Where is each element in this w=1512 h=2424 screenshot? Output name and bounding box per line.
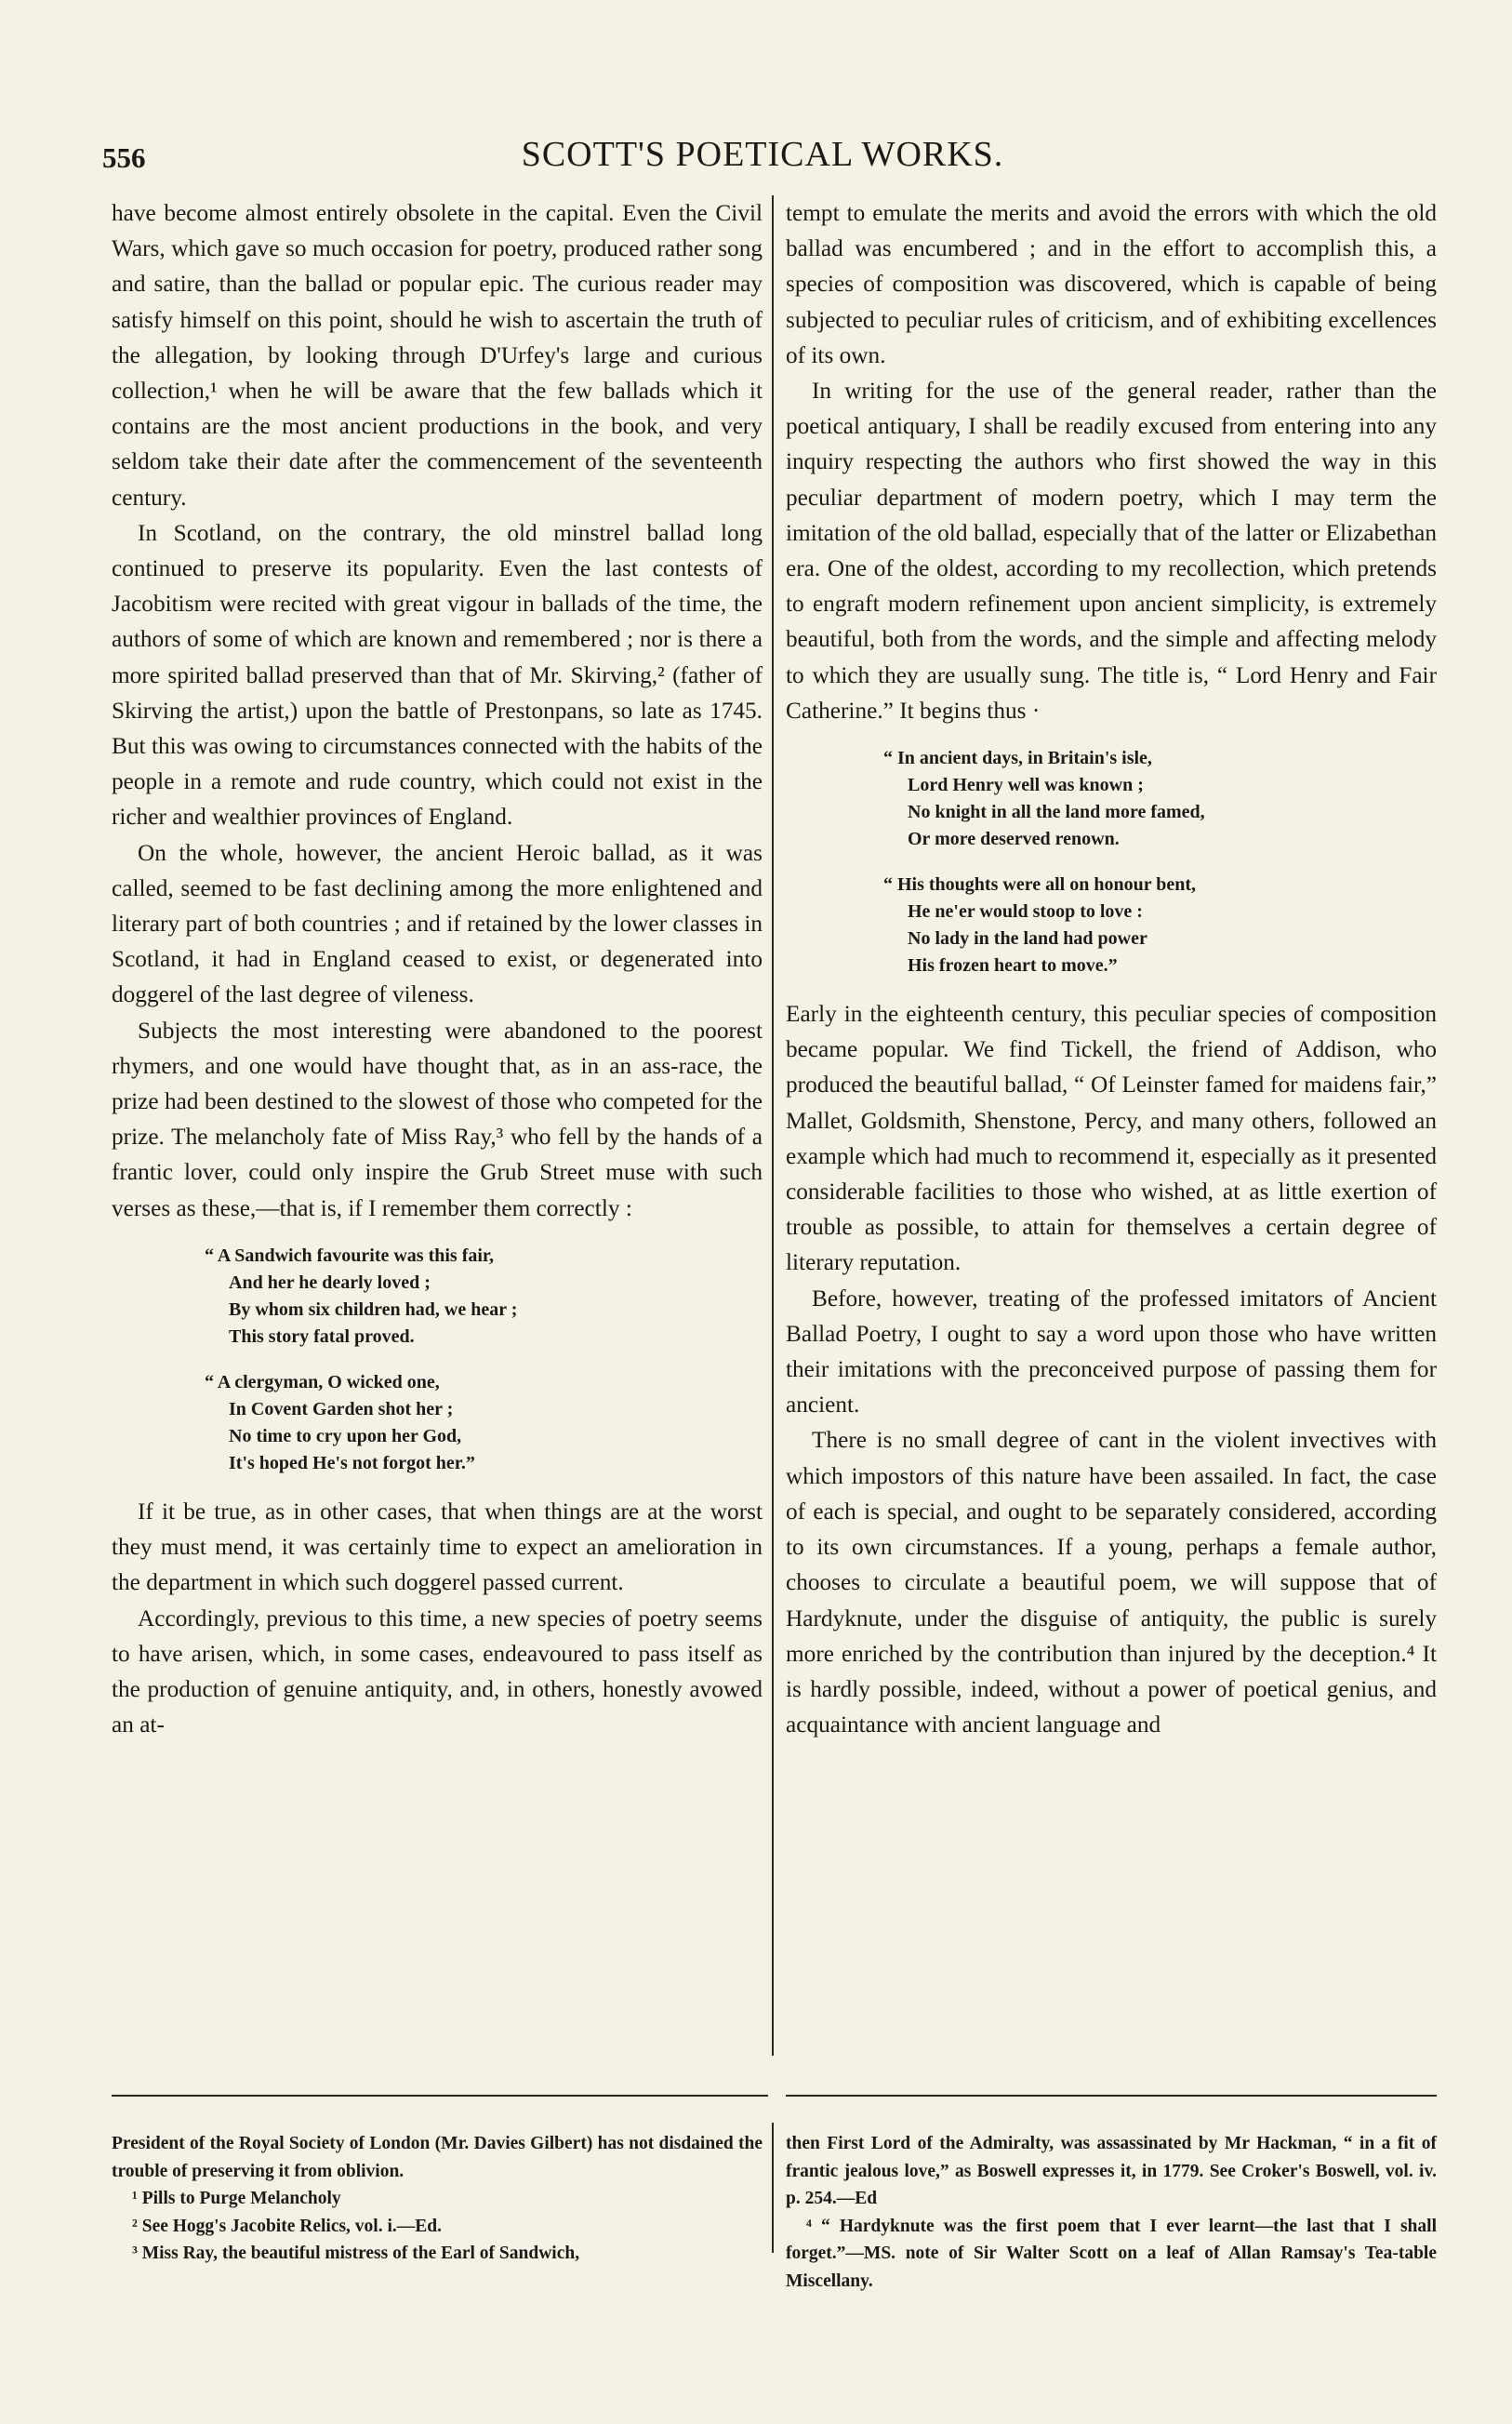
footnote-continuation: President of the Royal Society of London (Mr. Davies Gilbert) has not disdained the trouble of preserving it from oblivion.	[112, 2134, 763, 2181]
footnote-rule-right	[786, 2095, 1437, 2097]
verse-line: This story fatal proved.	[229, 1325, 415, 1347]
verse-line: Or more deserved renown.	[908, 829, 1120, 850]
right-verse-quote	[786, 745, 1437, 979]
verse-line: “ A Sandwich favourite was this fair,	[205, 1245, 494, 1266]
left-verse-quote	[112, 1243, 763, 1477]
left-paragraph-3: On the whole, however, the ancient Heroic ballad, as it was called, seemed to be fast declining among the more enlightened and literary part of both countries ; and if retained by the lower classes in Scotland, it had in England ceased to exist, or degenerated into doggerel of the last degree of vileness.	[112, 839, 763, 1008]
right-paragraph-4: Before, however, treating of the professed imitators of Ancient Ballad Poetry, I ought to say a word upon those who have written their imitations with the preconceived purpose of passing them for ancient.	[786, 1285, 1437, 1418]
verse-line: No knight in all the land more famed,	[908, 802, 1205, 823]
right-paragraph-1: tempt to emulate the merits and avoid the errors with which the old ballad was encumbered ; and in the effort to accomplish this, a species of composition was discovered, which is capable of being subjected to peculiar rules of criticism, and of exhibiting excellences of its own.	[786, 200, 1437, 368]
right-column	[786, 195, 1437, 1742]
left-paragraph-4: Subjects the most interesting were abandoned to the poorest rhymers, and one would have thought that, as in an ass-race, the prize had been destined to the slowest of those who competed for the prize. The melancholy fate of Miss Ray,³ who fell by the hands of a frantic lover, could only inspire the Grub Street muse with such verses as these,—that is, if I remember them correctly :	[112, 1017, 763, 1221]
page-number: 556	[102, 141, 146, 174]
footnotes-left	[112, 2130, 763, 2268]
footnote-rule-left	[112, 2095, 768, 2097]
right-paragraph-3: Early in the eighteenth century, this peculiar species of composition became popular. We find Tickell, the friend of Addison, who produced the beautiful ballad, “ Of Leinster famed for maidens fair,” Mallet, Goldsmith, Shenstone, Percy, and many others, followed an example which had much to recommend it, especially as it presented considerable facilities to those who wished, at as little exertion of trouble as possible, to attain for themselves a certain degree of literary reputation.	[786, 1001, 1437, 1276]
column-divider	[772, 195, 774, 2056]
left-paragraph-1: have become almost entirely obsolete in the capital. Even the Civil Wars, which gave so much occasion for poetry, produced rather song and satire, than the ballad or popular epic. The curious reader may satisfy himself on this point, should he wish to ascertain the truth of the allegation, by looking through D'Urfey's large and curious collection,¹ when he will be aware that the few ballads which it contains are the most ancient productions in the book, and very seldom take their date after the commencement of the seventeenth century.	[112, 200, 763, 511]
verse-line: His frozen heart to move.”	[908, 955, 1118, 977]
footnote-1: ¹ Pills to Purge Melancholy	[132, 2189, 341, 2208]
left-paragraph-5: If it be true, as in other cases, that when things are at the worst they must mend, it was certainly time to expect an amelioration in the department in which such doggerel passed current.	[112, 1498, 763, 1596]
left-stanza-1	[205, 1243, 763, 1351]
verse-line: And her he dearly loved ;	[229, 1272, 431, 1293]
left-paragraph-6: Accordingly, previous to this time, a new species of poetry seems to have arisen, which, in some cases, endeavoured to pass itself as the production of genuine antiquity, and, in others, honestly avowed an at-	[112, 1605, 763, 1738]
verse-line: “ In ancient days, in Britain's isle,	[883, 748, 1152, 769]
verse-line: No time to cry upon her God,	[229, 1425, 462, 1446]
verse-line: “ His thoughts were all on honour bent,	[883, 874, 1196, 896]
right-paragraph-2: In writing for the use of the general reader, rather than the poetical antiquary, I shall be readily excused from entering into any inquiry respecting the authors who first showed the way in this peculiar department of modern poetry, which I may term the imitation of the old ballad, especially that of the latter or Elizabethan era. One of the oldest, according to my recollection, which pretends to engraft modern refinement upon ancient simplicity, is extremely beautiful, both from the words, and the simple and affecting melody to which they are usually sung. The title is, “ Lord Henry and Fair Catherine.” It begins thus ·	[786, 378, 1437, 724]
right-stanza-1	[883, 745, 1437, 853]
footnote-2: ² See Hogg's Jacobite Relics, vol. i.—Ed.	[132, 2216, 442, 2236]
left-column	[112, 195, 763, 1742]
verse-line: He ne'er would stoop to love :	[908, 901, 1143, 923]
verse-line: No lady in the land had power	[908, 928, 1147, 950]
footnote-3: ³ Miss Ray, the beautiful mistress of the Earl of Sandwich,	[132, 2244, 580, 2263]
verse-line: By whom six children had, we hear ;	[229, 1299, 518, 1320]
page-header	[102, 128, 1423, 184]
verse-line: Lord Henry well was known ;	[908, 775, 1144, 796]
left-stanza-2	[205, 1369, 763, 1477]
footnote-3-continuation: then First Lord of the Admiralty, was assassinated by Mr Hackman, “ in a fit of frantic jealous love,” as Boswell expresses it, in 1779. See Croker's Boswell, vol. iv. p. 254.—Ed	[786, 2134, 1437, 2208]
running-title: SCOTT'S POETICAL WORKS.	[521, 135, 1004, 174]
footnote-4: ⁴ “ Hardyknute was the first poem that I ever learnt—the last that I shall forget.”—MS. note of Sir Walter Scott on a leaf of Allan Ramsay's Tea-table Miscellany.	[786, 2216, 1437, 2291]
footnote-column-divider	[772, 2123, 774, 2253]
left-paragraph-2: In Scotland, on the contrary, the old minstrel ballad long continued to preserve its popularity. Even the last contests of Jacobitism were recited with great vigour in ballads of the time, the authors of some of which are known and remembered ; nor is there a more spirited ballad preserved than that of Mr. Skirving,² (father of Skirving the artist,) upon the battle of Prestonpans, so late as 1745. But this was owing to circumstances connected with the habits of the people in a remote and rude country, which could not exist in the richer and wealthier provinces of England.	[112, 519, 763, 831]
verse-line: It's hoped He's not forgot her.”	[229, 1452, 475, 1473]
right-paragraph-5: There is no small degree of cant in the violent invectives with which impostors of this nature have been assailed. In fact, the case of each is special, and ought to be separately considered, according to its own circumstances. If a young, perhaps a female author, chooses to circulate a beautiful poem, we will suppose that of Hardyknute, under the disguise of antiquity, the public is surely more enriched by the contribution than injured by the deception.⁴ It is hardly possible, indeed, without a power of poetical genius, and acquaintance with ancient language and	[786, 1427, 1437, 1738]
right-stanza-2	[883, 872, 1437, 979]
verse-line: “ A clergyman, O wicked one,	[205, 1371, 440, 1392]
verse-line: In Covent Garden shot her ;	[229, 1398, 454, 1419]
footnotes-right	[786, 2130, 1437, 2295]
